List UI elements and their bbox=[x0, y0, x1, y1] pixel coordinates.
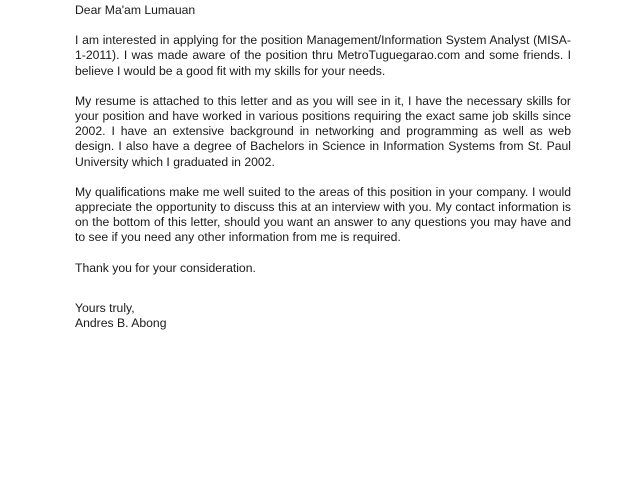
salutation: Dear Ma'am Lumauan bbox=[75, 3, 196, 17]
paragraph-resume: My resume is attached to this letter and as you will see in it, I have the necessary skills for your position and have worked in various positions requiring the exact same job skills since 2002. I have an extensive background in networking and programming as well as web design. I also have a degree of Bachelors in Science in Information Systems from St. Paul University which I graduated in 2002. bbox=[75, 93, 571, 169]
paragraph-application: I am interested in applying for the position Management/Information System Analyst (MISA-1-2011). I was made aware of the position thru MetroTuguegarao.com and some friends. I believe I would be a good fit with my skills for your needs. bbox=[75, 33, 571, 78]
signature-name: Andres B. Abong bbox=[75, 316, 167, 331]
cover-letter bbox=[75, 3, 571, 331]
paragraph-thanks: Thank you for your consideration. bbox=[75, 260, 256, 275]
paragraph-qualifications: My qualifications make me well suited to the areas of this position in your company. I would appreciate the opportunity to discuss this at an interview with you. My contact information is on the bottom of this letter, should you want an answer to any questions you may have and to see if you need any other information from me is required. bbox=[75, 184, 571, 245]
closing: Yours truly, bbox=[75, 300, 135, 315]
